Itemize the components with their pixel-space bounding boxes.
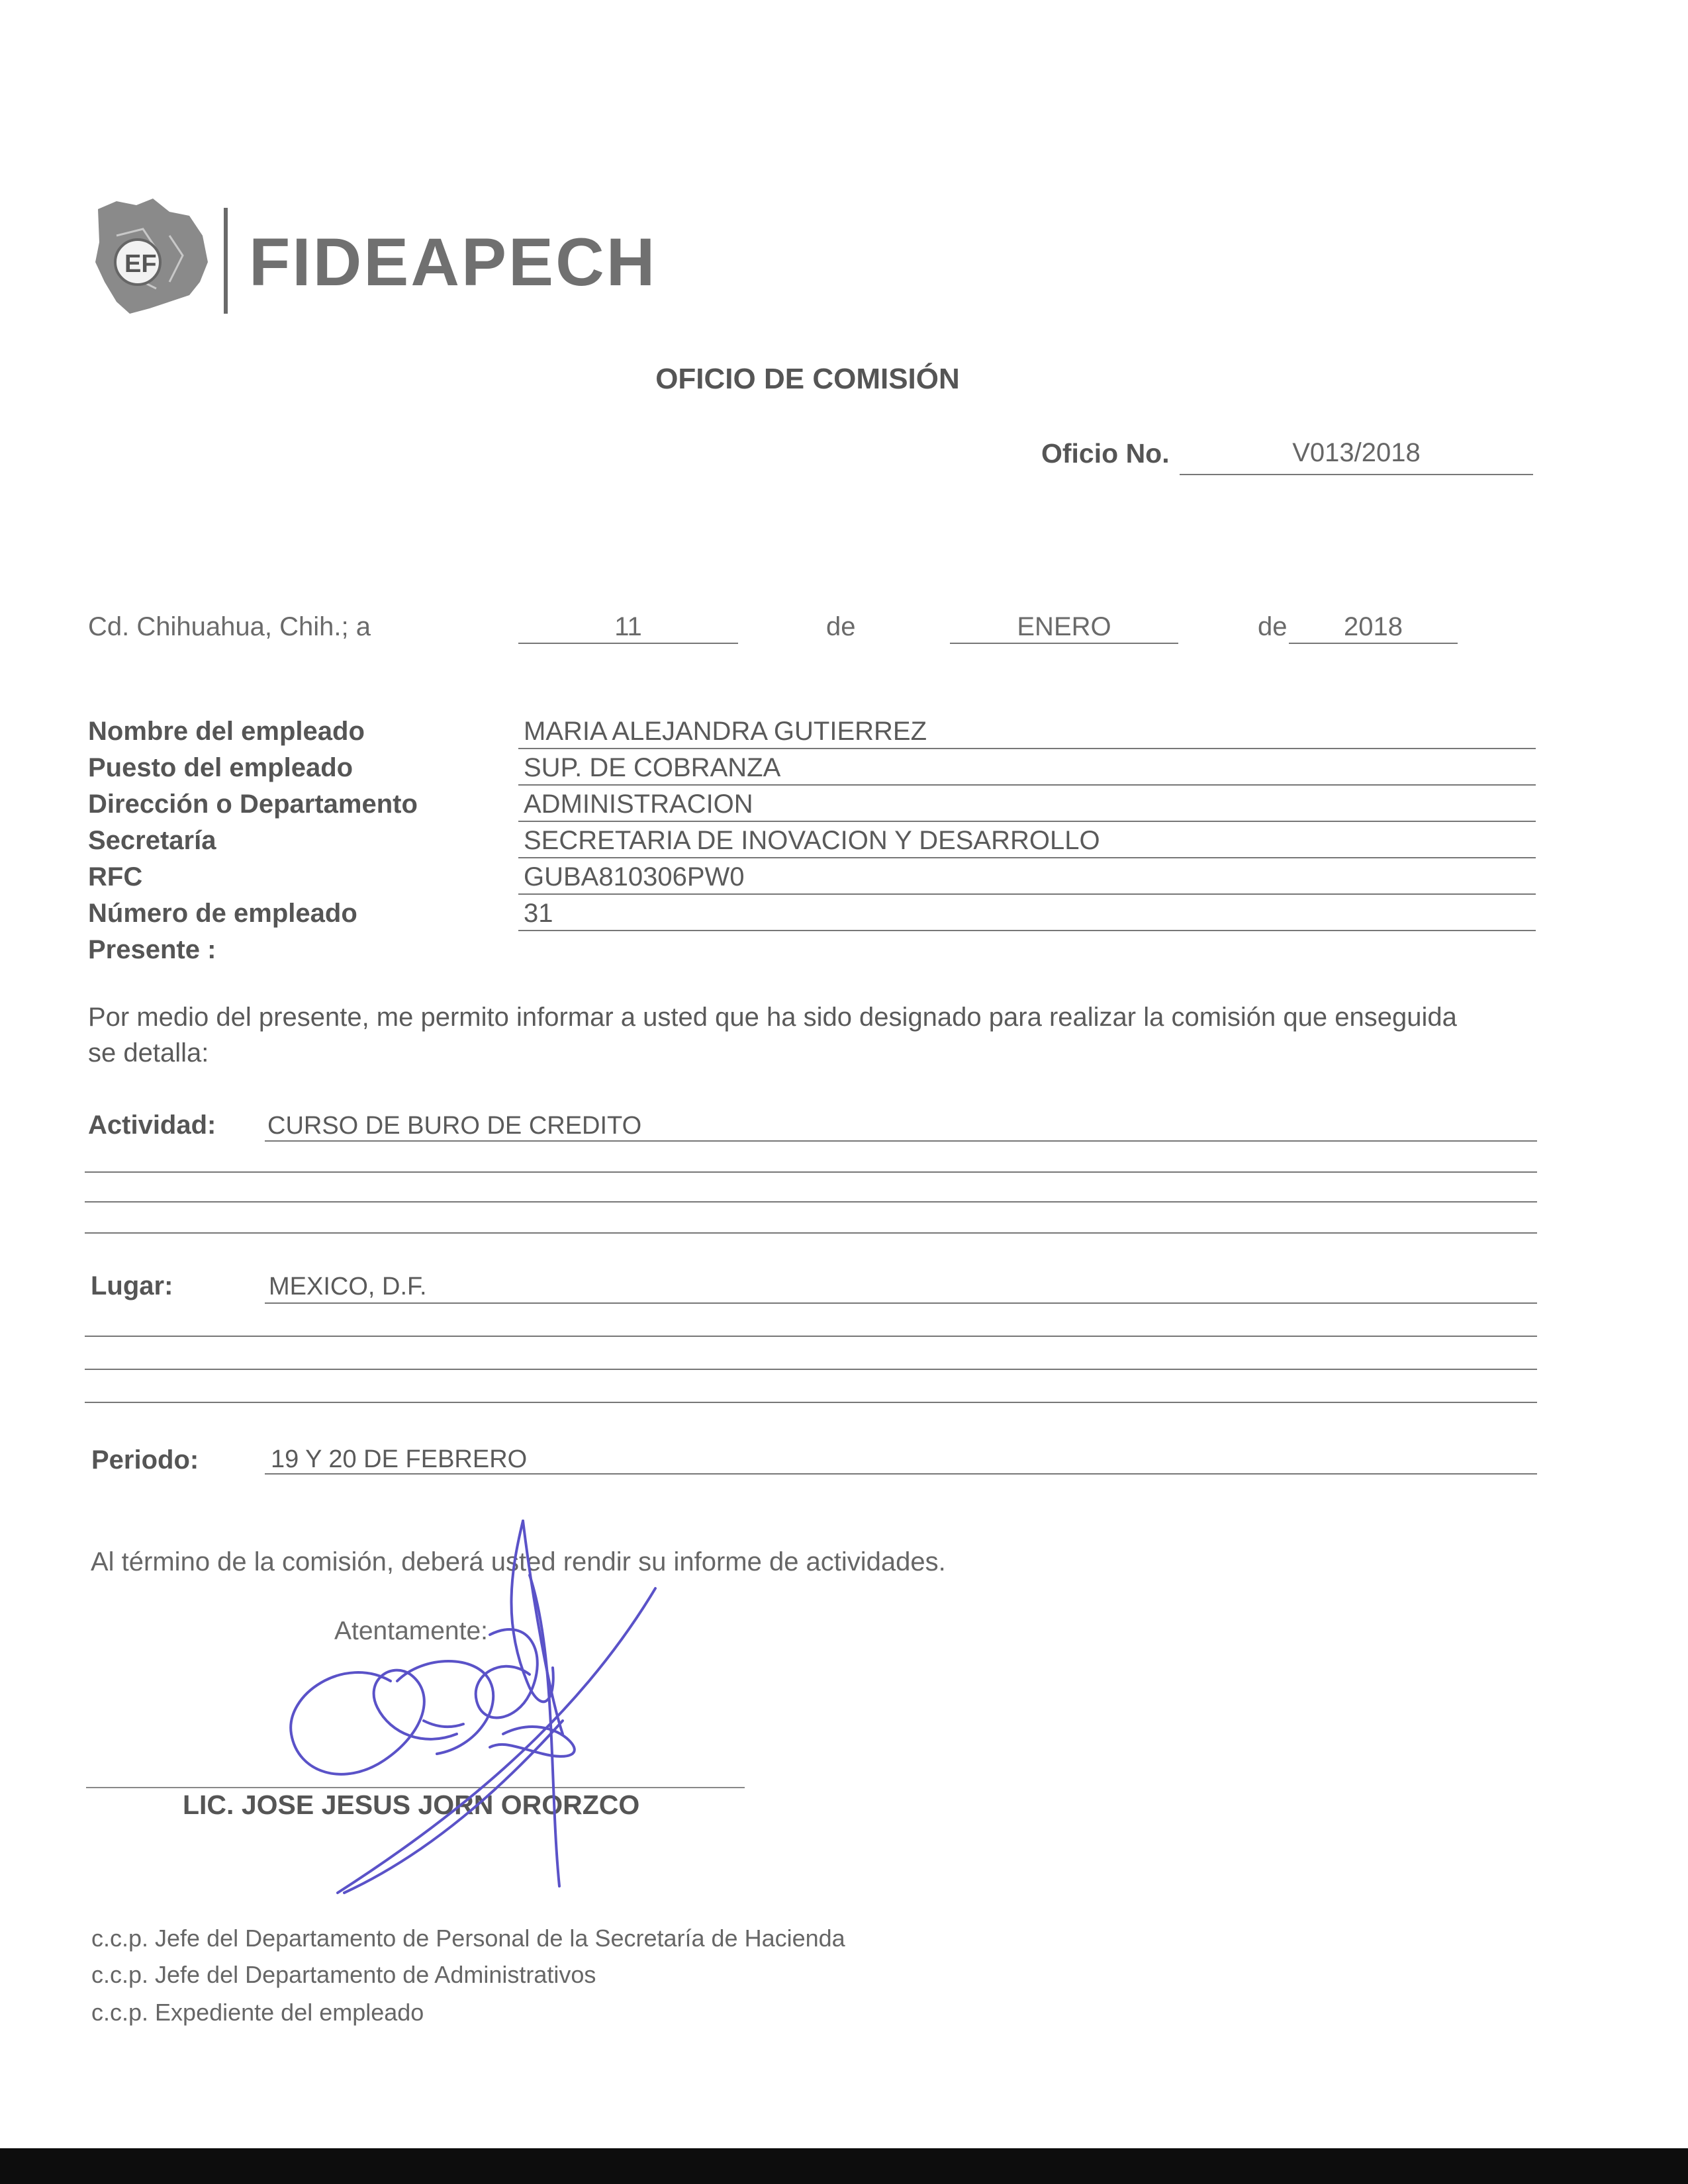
date-day-underline bbox=[518, 643, 738, 644]
scan-bottom-edge bbox=[0, 2148, 1688, 2184]
employee-secretariat-label: Secretaría bbox=[88, 826, 216, 855]
ccp-line-2: c.c.p. Jefe del Departamento de Administrativos bbox=[91, 1961, 596, 1988]
period-value: 19 Y 20 DE FEBRERO bbox=[271, 1445, 528, 1473]
fideapech-logo bbox=[90, 196, 726, 322]
employee-number-value: 31 bbox=[524, 899, 553, 928]
employee-name-value: MARIA ALEJANDRA GUTIERREZ bbox=[524, 717, 927, 746]
presente-label: Presente : bbox=[88, 935, 216, 964]
employee-rfc-label: RFC bbox=[88, 862, 143, 891]
activity-label: Actividad: bbox=[88, 1111, 216, 1140]
activity-blank-line-1 bbox=[85, 1171, 1537, 1173]
svg-text:EF: EF bbox=[124, 250, 157, 278]
place-blank-line-1 bbox=[85, 1336, 1537, 1337]
date-city-label: Cd. Chihuahua, Chih.; a bbox=[88, 612, 371, 641]
date-de-label: de bbox=[826, 612, 856, 641]
employee-department-underline bbox=[518, 821, 1536, 822]
employee-number-label: Número de empleado bbox=[88, 899, 357, 928]
employee-position-underline bbox=[518, 784, 1536, 786]
document-title: OFICIO DE COMISIÓN bbox=[655, 363, 960, 395]
activity-blank-line-3 bbox=[85, 1232, 1537, 1234]
ccp-line-1: c.c.p. Jefe del Departamento de Personal de la Secretaría de Hacienda bbox=[91, 1925, 845, 1952]
oficio-number-label: Oficio No. bbox=[1041, 438, 1170, 469]
activity-underline bbox=[265, 1140, 1537, 1142]
period-underline bbox=[265, 1473, 1537, 1475]
logo-wordmark: FIDEAPECH bbox=[249, 224, 657, 300]
employee-position-label: Puesto del empleado bbox=[88, 753, 353, 782]
employee-secretariat-underline bbox=[518, 857, 1536, 858]
employee-name-label: Nombre del empleado bbox=[88, 717, 365, 746]
employee-department-value: ADMINISTRACION bbox=[524, 790, 753, 819]
employee-rfc-value: GUBA810306PW0 bbox=[524, 862, 745, 891]
oficio-underline bbox=[1180, 474, 1533, 475]
place-underline bbox=[265, 1302, 1537, 1304]
activity-value: CURSO DE BURO DE CREDITO bbox=[267, 1112, 642, 1140]
closing-paragraph: Al término de la comisión, deberá usted rendir su informe de actividades. bbox=[91, 1547, 946, 1576]
employee-department-label: Dirección o Departamento bbox=[88, 790, 418, 819]
place-blank-line-2 bbox=[85, 1369, 1537, 1370]
signer-name: LIC. JOSE JESUS JORN ORORZCO bbox=[183, 1790, 640, 1820]
intro-paragraph: Por medio del presente, me permito informar a usted que ha sido designado para realizar la comisión que enseguida se detalla: bbox=[88, 1003, 1457, 1068]
period-label: Periodo: bbox=[91, 1445, 199, 1475]
date-de-label-2: de bbox=[1258, 612, 1288, 641]
logo-divider bbox=[224, 208, 228, 314]
place-blank-line-3 bbox=[85, 1402, 1537, 1403]
date-month: ENERO bbox=[1017, 612, 1111, 641]
signature-line bbox=[86, 1787, 745, 1788]
employee-name-underline bbox=[518, 748, 1536, 749]
employee-position-value: SUP. DE COBRANZA bbox=[524, 753, 781, 782]
ccp-line-3: c.c.p. Expediente del empleado bbox=[91, 1999, 424, 2026]
place-value: MEXICO, D.F. bbox=[269, 1273, 427, 1300]
place-label: Lugar: bbox=[91, 1271, 173, 1300]
activity-blank-line-2 bbox=[85, 1201, 1537, 1203]
employee-secretariat-value: SECRETARIA DE INOVACION Y DESARROLLO bbox=[524, 826, 1100, 855]
state-map-emblem-icon bbox=[90, 196, 222, 322]
atentamente-label: Atentamente: bbox=[334, 1617, 488, 1645]
date-year: 2018 bbox=[1344, 612, 1403, 641]
date-day: 11 bbox=[614, 612, 642, 641]
employee-rfc-underline bbox=[518, 893, 1536, 895]
oficio-number-value: V013/2018 bbox=[1292, 438, 1421, 467]
employee-number-underline bbox=[518, 930, 1536, 931]
date-month-underline bbox=[950, 643, 1178, 644]
date-year-underline bbox=[1289, 643, 1458, 644]
